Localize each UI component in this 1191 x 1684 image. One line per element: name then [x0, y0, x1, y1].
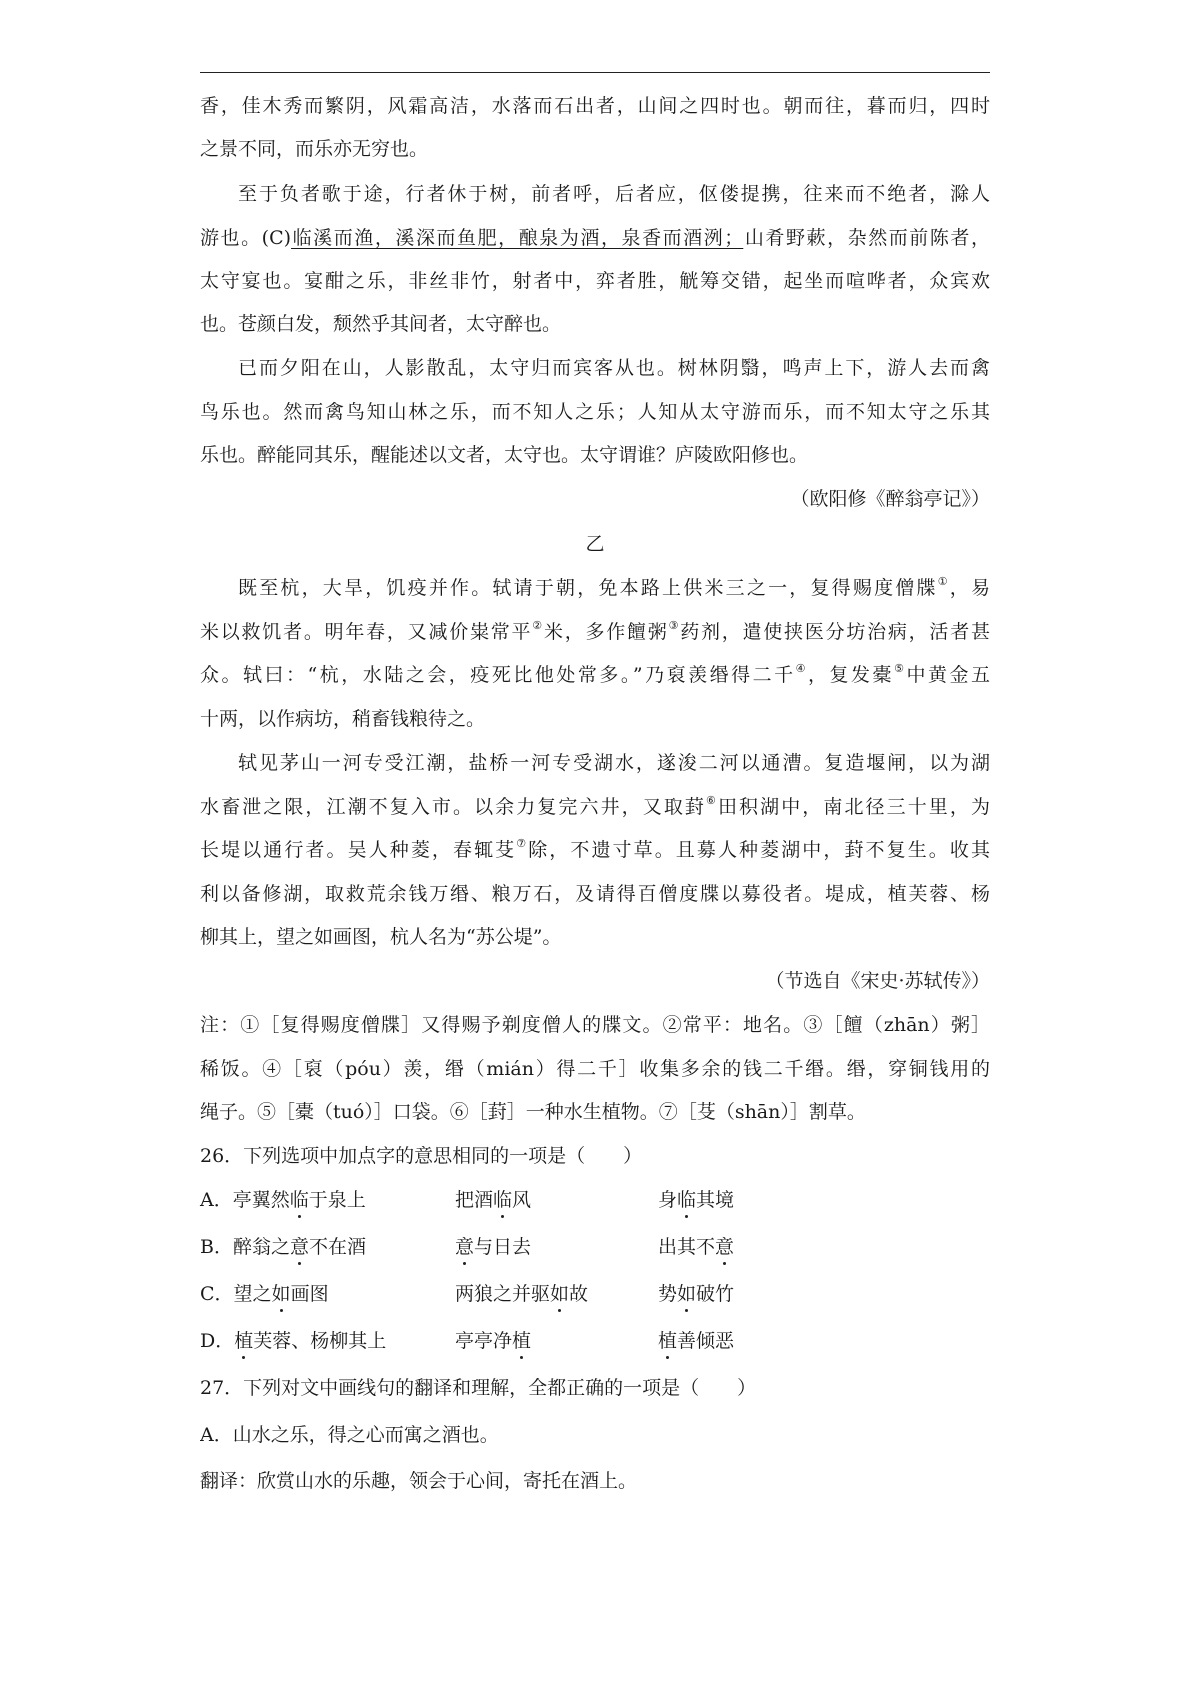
- text-line: 已而夕阳在山，人影散乱，太守归而宾客从也。树林阴翳，鸣声上下，游人去而禽: [238, 357, 990, 379]
- footnote-mark: ⑥: [706, 793, 718, 807]
- option-b-item: 出其不意: [658, 1232, 734, 1262]
- option-c-item: 两狼之并驱如故: [455, 1279, 588, 1309]
- text-segment: 水畜泄之限，江潮不复入市。以余力复完六井，又取葑: [200, 796, 707, 818]
- text-line: [200, 835, 990, 865]
- text-line: 之景不同，而乐亦无穷也。: [200, 138, 429, 160]
- option-b-item: B．醉翁之意不在酒: [200, 1232, 366, 1262]
- text-line: 至于负者歌于途，行者休于树，前者呼，后者应，伛偻提携，往来而不绝者，滁人: [238, 183, 990, 205]
- text-segment: 既至杭，大旱，饥疫并作。轼请于朝，免本路上供米三之一，复得赐度僧牒: [238, 577, 938, 599]
- source-citation: （节选自《宋史·苏轼传》）: [765, 970, 990, 992]
- option-c-item: 势如破竹: [658, 1279, 734, 1309]
- note-line: 注：①［复得赐度僧牒］又得赐予剃度僧人的牒文。②常平：地名。③［饘（zhān）粥］: [200, 1014, 990, 1036]
- option-a-item: 把酒临风: [455, 1185, 531, 1215]
- text-segment: 米以救饥者。明年春，又减价粜常平: [200, 621, 533, 643]
- text-segment: 药剂，遣使挟医分坊治病，活者甚: [680, 621, 990, 643]
- text-segment: 游也。(C): [200, 227, 292, 249]
- text-line: 乐也。醉能同其乐，醒能述以文者，太守也。太守谓谁？庐陵欧阳修也。: [200, 444, 809, 466]
- text-line: [200, 223, 990, 253]
- text-line: [200, 660, 990, 690]
- footnote-mark: ③: [668, 618, 681, 632]
- footnote-mark: ⑦: [516, 836, 529, 850]
- header-rule: [200, 72, 990, 73]
- section-title: 乙: [585, 533, 605, 555]
- text-line: 柳其上，望之如画图，杭人名为“苏公堤”。: [200, 926, 562, 948]
- text-segment: ，复发橐: [808, 664, 895, 686]
- note-line: 稀饭。④［裒（póu）羡，缗（mián）得二千］收集多余的钱二千缗。缗，穿铜钱用的: [200, 1058, 990, 1080]
- option-d-item: 亭亭净植: [455, 1326, 531, 1356]
- text-line: 香，佳木秀而繁阴，风霜高洁，水落而石出者，山间之四时也。朝而往，暮而归，四时: [200, 95, 990, 117]
- text-line: 鸟乐也。然而禽鸟知山林之乐，而不知人之乐；人知从太守游而乐，而不知太守之乐其: [200, 401, 990, 423]
- text-segment: 山肴野蔌，杂然而前陈者，: [743, 227, 990, 249]
- text-line: [200, 792, 990, 822]
- footnote-mark: ④: [795, 661, 809, 675]
- option-a-item: 身临其境: [658, 1185, 734, 1215]
- text-segment: 中黄金五: [906, 664, 990, 686]
- text-line: 利以备修湖，取救荒余钱万缗、粮万石，及请得百僧度牒以募役者。堤成，植芙蓉、杨: [200, 883, 990, 905]
- text-segment: 长堤以通行者。吴人种菱，春辄芟: [200, 839, 517, 861]
- text-line: 也。苍颜白发，颓然乎其间者，太守醉也。: [200, 313, 562, 335]
- footnote-mark: ⑤: [894, 661, 907, 675]
- option-b-item: 意与日去: [455, 1232, 531, 1262]
- option-a-item: A．亭翼然临于泉上: [200, 1185, 366, 1215]
- translation-text: 翻译：欣赏山水的乐趣，领会于心间，寄托在酒上。: [200, 1470, 638, 1492]
- source-citation: （欧阳修《醉翁亭记》）: [790, 488, 990, 510]
- text-line: 太守宴也。宴酣之乐，非丝非竹，射者中，弈者胜，觥筹交错，起坐而喧哗者，众宾欢: [200, 270, 990, 292]
- option-c-item: C．望之如画图: [200, 1279, 329, 1309]
- footnote-mark: ①: [937, 574, 950, 588]
- footnote-mark: ②: [532, 618, 544, 632]
- question-27-stem: 27．下列对文中画线句的翻译和理解，全都正确的一项是（ ）: [200, 1377, 757, 1399]
- option-a-text: A．山水之乐，得之心而寓之酒也。: [200, 1424, 499, 1446]
- text-line: 十两，以作病坊，稍畜钱粮待之。: [200, 708, 486, 730]
- question-26-stem: 26．下列选项中加点字的意思相同的一项是（ ）: [200, 1145, 643, 1167]
- note-line: 绳子。⑤［橐（tuó）］口袋。⑥［葑］一种水生植物。⑦［芟（shān）］割草。: [200, 1101, 866, 1123]
- text-line: [200, 617, 990, 647]
- text-segment: 除，不遗寸草。且募人种菱湖中，葑不复生。收其: [528, 839, 990, 861]
- text-line: [238, 573, 990, 603]
- text-segment: ，易: [949, 577, 990, 599]
- text-segment: 众。轼曰：“杭，水陆之会，疫死比他处常多。”乃裒羡缗得二千: [200, 664, 796, 686]
- option-d-item: D．植芙蓉、杨柳其上: [200, 1326, 386, 1356]
- option-d-item: 植善倾恶: [658, 1326, 734, 1356]
- text-segment: 田积湖中，南北径三十里，为: [717, 796, 990, 818]
- underlined-sentence: 临溪而渔，溪深而鱼肥，酿泉为酒，泉香而酒洌；: [291, 227, 744, 249]
- text-segment: 米，多作饘粥: [543, 621, 669, 643]
- text-line: 轼见茅山一河专受江潮，盐桥一河专受湖水，遂浚二河以通漕。复造堰闸，以为湖: [238, 752, 990, 774]
